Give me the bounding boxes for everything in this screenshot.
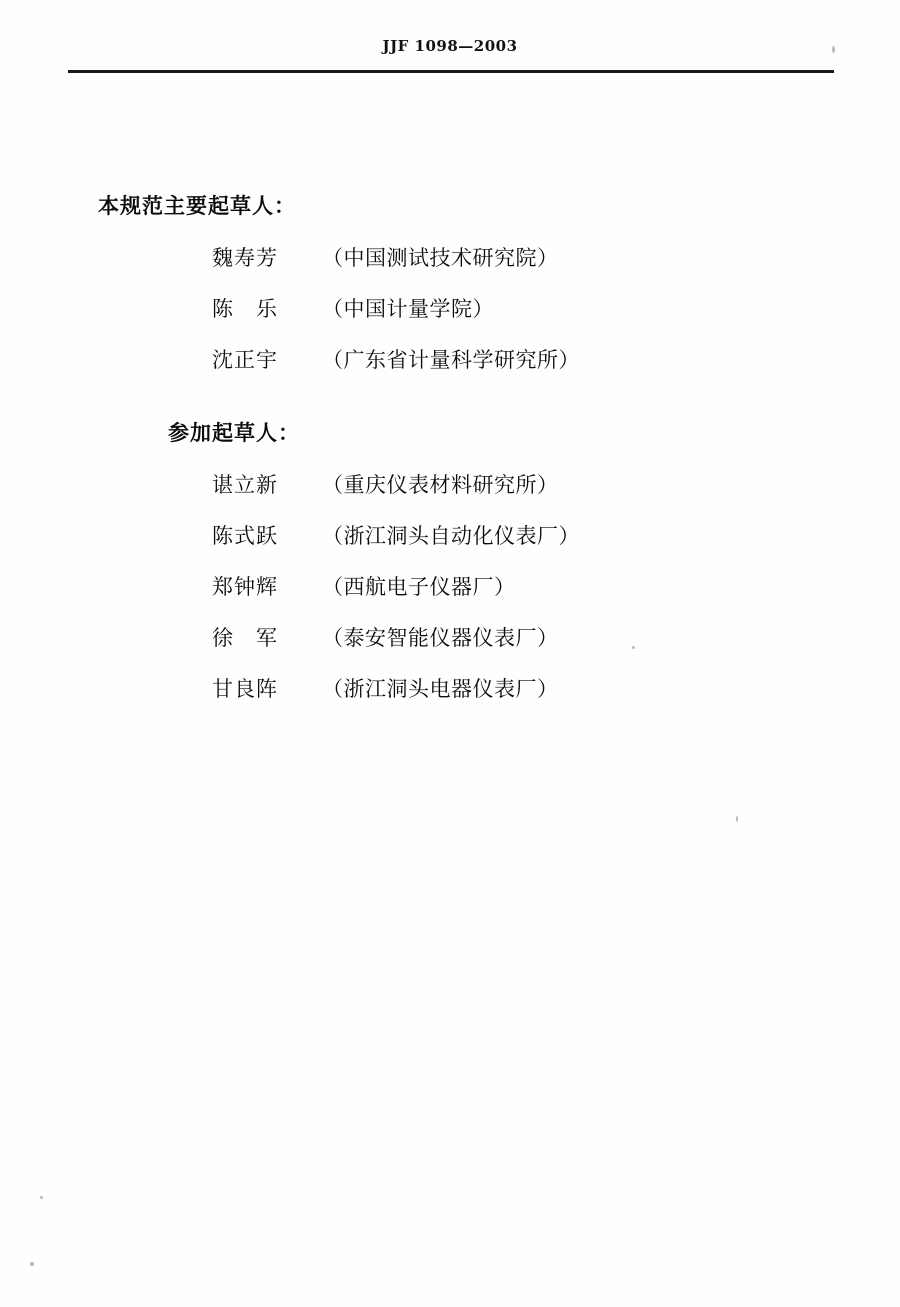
person-name: 魏寿芳: [212, 246, 278, 270]
scan-speck: [736, 816, 738, 822]
person-organization: （浙江洞头电器仪表厂）: [322, 677, 559, 701]
scan-speck: [832, 46, 835, 53]
scan-speck: [30, 1262, 34, 1266]
list-item: [212, 344, 900, 374]
person-name: 沈正宇: [212, 348, 278, 372]
list-item: [212, 293, 900, 323]
person-name: 陈式跃: [212, 524, 278, 548]
scan-speck: [40, 1196, 43, 1199]
person-name: 谌立新: [212, 473, 278, 497]
person-name: 甘良阵: [212, 677, 278, 701]
spacer: [0, 447, 900, 469]
standard-code-label: JJF 1098—2003: [382, 37, 518, 55]
list-item: [212, 673, 900, 703]
person-name: 徐 军: [212, 626, 278, 650]
scan-speck: [632, 646, 635, 649]
header-divider: [68, 70, 834, 73]
list-item: [212, 571, 900, 601]
section-main-drafters: [0, 190, 900, 374]
person-organization: （浙江洞头自动化仪表厂）: [322, 524, 580, 548]
person-name: 郑钟辉: [212, 575, 278, 599]
list-item: [212, 622, 900, 652]
document-body: [0, 190, 900, 724]
list-item: [212, 520, 900, 550]
person-organization: （中国计量学院）: [322, 297, 494, 321]
person-organization: （广东省计量科学研究所）: [322, 348, 580, 372]
list-item: [212, 242, 900, 272]
spacer: [0, 395, 900, 417]
spacer: [0, 220, 900, 242]
section-participating-drafters: [0, 417, 900, 703]
page-header: [0, 36, 900, 55]
person-organization: （西航电子仪器厂）: [322, 575, 516, 599]
person-name: 陈 乐: [212, 297, 278, 321]
section-title: 本规范主要起草人：: [98, 194, 296, 218]
person-organization: （中国测试技术研究院）: [322, 246, 559, 270]
section-title: 参加起草人：: [168, 421, 300, 445]
person-organization: （泰安智能仪器仪表厂）: [322, 626, 559, 650]
person-organization: （重庆仪表材料研究所）: [322, 473, 559, 497]
list-item: [212, 469, 900, 499]
